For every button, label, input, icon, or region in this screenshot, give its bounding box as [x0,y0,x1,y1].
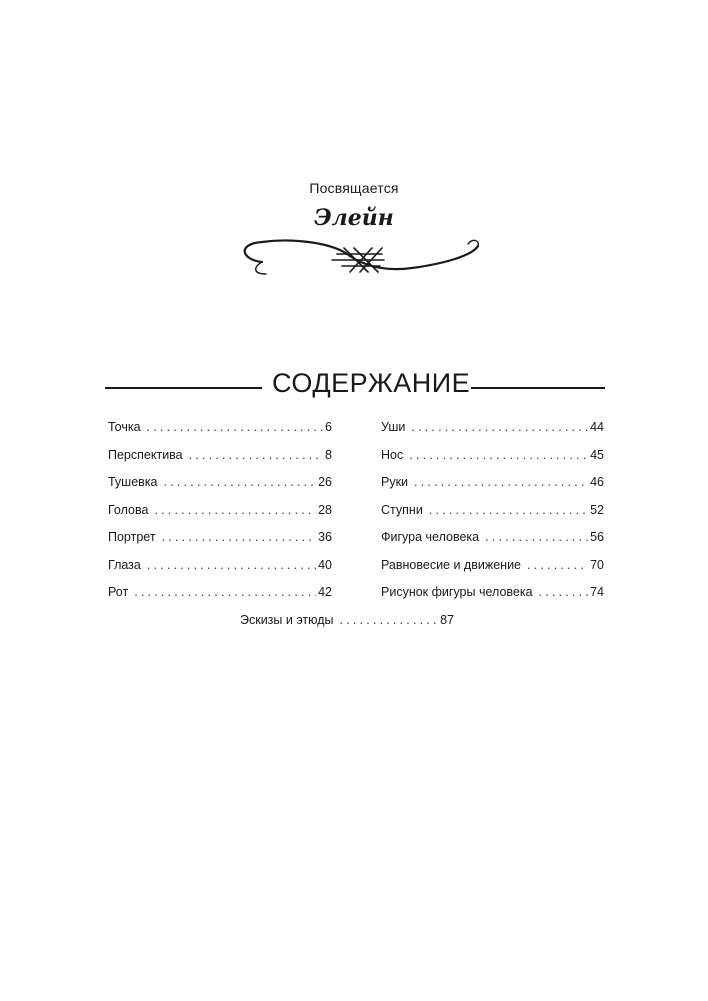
toc-left-column [108,420,332,613]
toc-entry[interactable] [108,448,332,476]
toc-entry[interactable] [108,585,332,613]
toc-entry[interactable] [381,503,604,531]
leader-dots [189,448,323,462]
leader-dots [409,448,588,462]
toc-entry-label: Точка [108,420,141,434]
toc-entry[interactable] [381,475,604,503]
leader-dots [429,503,588,517]
toc-entry-label: Рот [108,585,129,599]
leader-dots [164,475,317,489]
leader-dots [134,585,316,599]
toc-entry-label: Голова [108,502,149,517]
toc-entry-label: Руки [381,475,409,489]
toc-entry-label: Нос [381,447,404,462]
toc-entry-page: 74 [590,585,604,599]
toc-entry[interactable] [381,558,604,586]
leader-dots [527,558,588,572]
toc-entry-page: 44 [590,420,604,434]
toc-entry[interactable] [108,558,332,586]
leader-dots [411,420,588,434]
toc-entry-label: Фигура человека [381,530,480,544]
toc-entry-page: 6 [325,420,332,434]
leader-dots [414,475,588,489]
toc-entry-page: 42 [318,585,332,599]
toc-entry[interactable] [108,503,332,531]
toc-entry-label: Эскизы и этюды [240,613,334,627]
toc-entry-page: 70 [590,557,604,572]
toc-entry-page: 8 [325,447,332,462]
toc-entry-label: Тушевка [108,475,158,489]
toc-entry-label: Рисунок фигуры человека [381,585,533,599]
leader-dots [147,420,324,434]
leader-dots [154,503,316,517]
toc-entry-page: 52 [590,502,604,517]
toc-entry[interactable] [381,530,604,558]
toc-entry[interactable] [108,530,332,558]
toc-entry-label: Глаза [108,557,141,572]
toc-entry-page: 28 [318,502,332,517]
toc-entry-page: 46 [590,475,604,489]
toc-entry[interactable] [381,585,604,613]
toc-entry-label: Портрет [108,530,156,544]
leader-dots [539,585,589,599]
toc-entry-label: Равновесие и движение [381,557,522,572]
toc-entry-page: 45 [590,447,604,462]
toc-heading [105,368,605,404]
toc-title: СОДЕРЖАНИЕ [272,368,471,398]
leader-dots [162,530,317,544]
leader-dots [147,558,316,572]
toc-entry[interactable] [108,475,332,503]
heading-rule-left [105,387,262,389]
dedication-label: Посвящается [309,180,399,196]
toc-right-column [381,420,604,613]
toc-entry[interactable] [381,420,604,448]
toc-entry-page: 87 [440,613,454,627]
toc-entry-label: Уши [381,420,406,434]
toc-entry-label: Ступни [381,502,423,517]
toc-entry[interactable] [108,420,332,448]
heading-rule-right [471,387,605,389]
toc-entry-page: 40 [318,557,332,572]
leader-dots [340,613,439,627]
leader-dots [485,530,588,544]
dedication-name: Элейн [314,205,394,231]
toc-entry[interactable] [240,613,454,641]
flourish-ornament-icon [232,234,482,282]
toc-entry-page: 36 [318,530,332,544]
toc-entry-page: 56 [590,530,604,544]
toc-entry-label: Перспектива [108,447,183,462]
toc-entry[interactable] [381,448,604,476]
toc-entry-page: 26 [318,475,332,489]
